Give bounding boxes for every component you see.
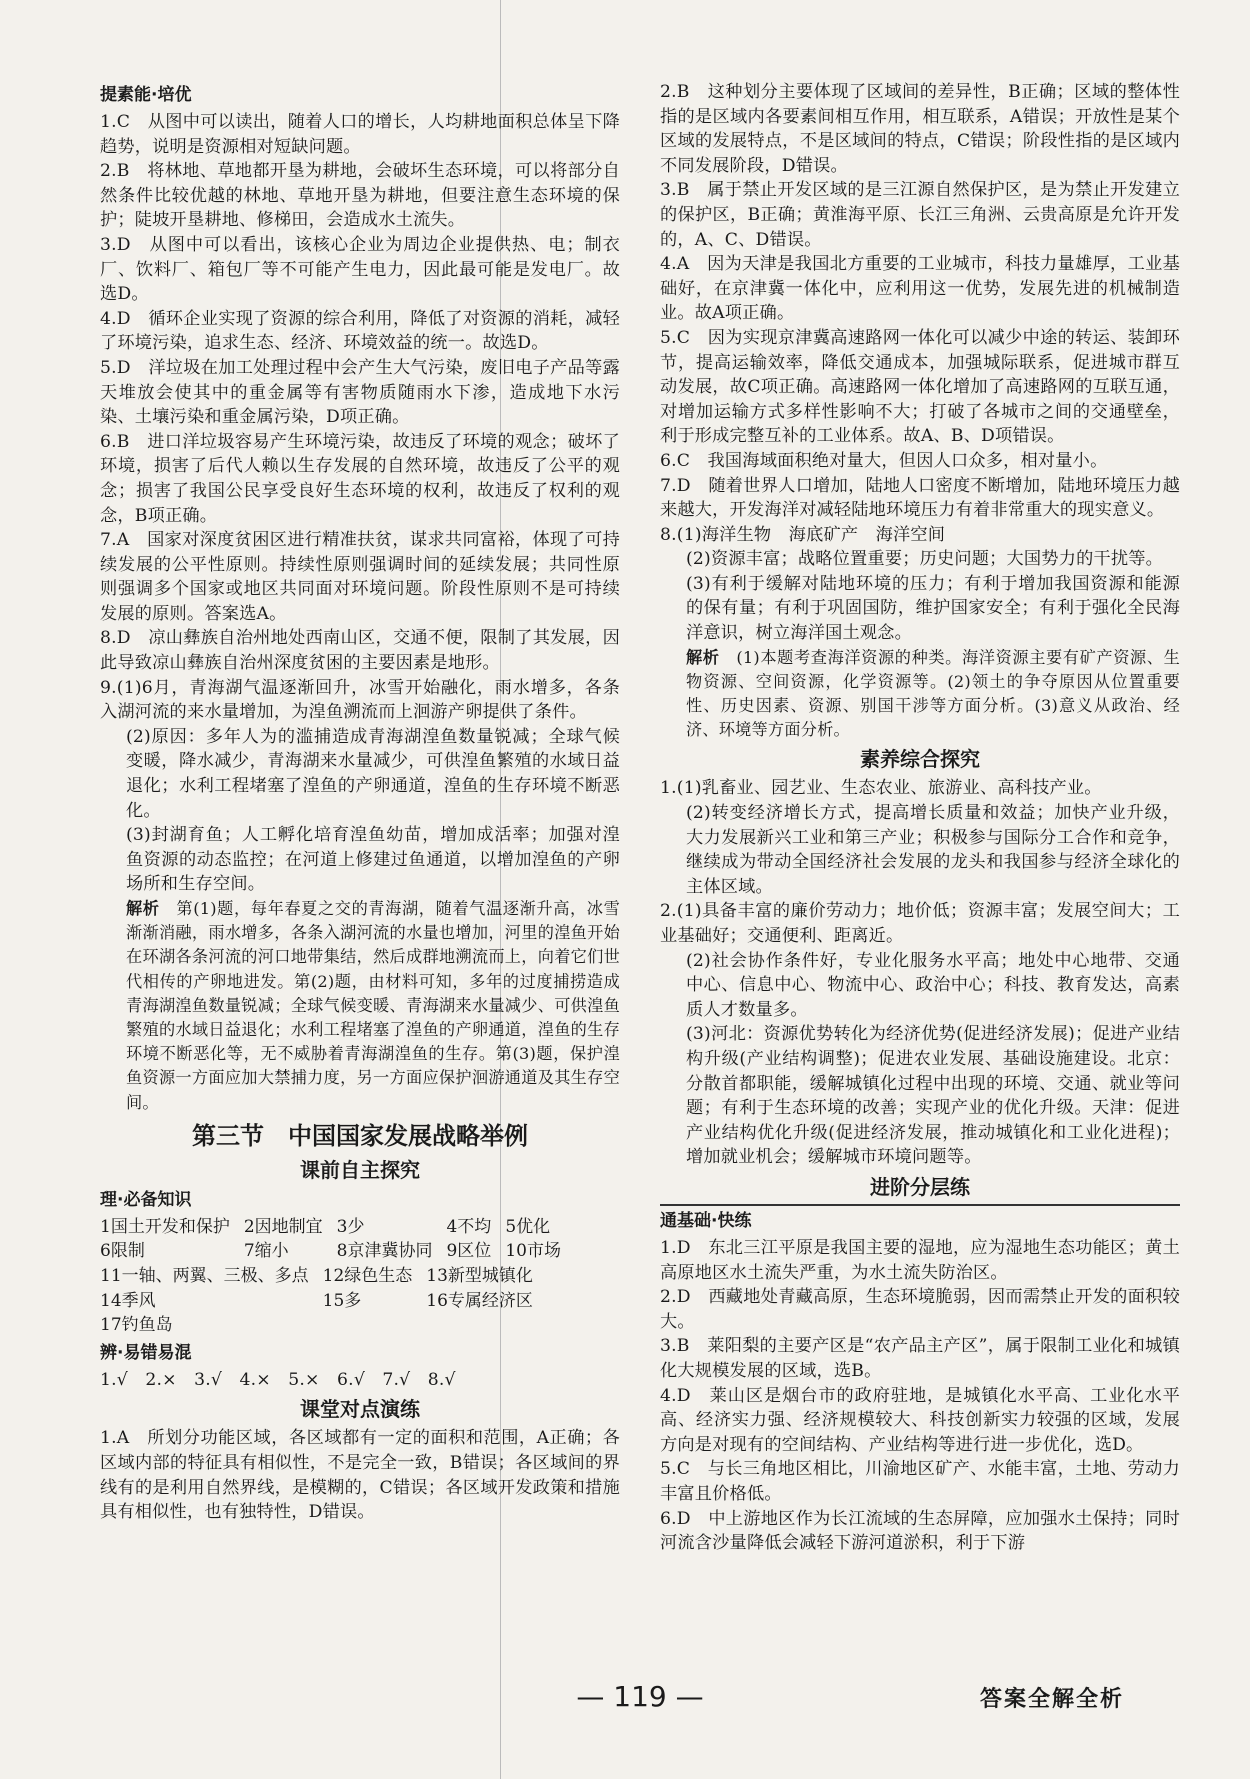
answer-item: 2.D 西藏地处青藏高原，生态环境脆弱，因而需禁止开发的面积较大。	[660, 1287, 1180, 1332]
knowledge-item: 7缩小	[243, 1241, 289, 1262]
knowledge-item: 12绿色生态	[322, 1266, 413, 1287]
knowledge-item: 5优化	[505, 1216, 551, 1237]
answer-subitem: (3)有利于缓解对陆地环境的压力；有利于增加我国资源和能源的保有量；有利于巩固国防，维护国家安全；有利于强化全民海洋意识，树立海洋国土观念。	[686, 573, 1180, 644]
answer-item: 3.B 莱阳梨的主要产区是“农产品主产区”，属于限制工业化和城镇化大规模发展的区域，选B。	[660, 1336, 1180, 1381]
right-column	[660, 80, 1180, 1556]
knowledge-grid	[100, 1215, 620, 1264]
analysis-text: 第(1)题，每年春夏之交的青海湖，随着气温逐渐升高，冰雪渐渐消融，雨水增多，各条入湖河流的水量也增加，河里的湟鱼开始在环湖各条河流的河口地带集结，然后成群地溯流而上，向着它们世代相传的产卵地进发。第(2)题，由材料可知，多年的过度捕捞造成青海湖湟鱼数量锐减；全球气候变暖、青海湖来水量减少、可供湟鱼繁殖的水域日益退化；水利工程堵塞了湟鱼的产卵通道，湟鱼的生存环境不断恶化等，无不威胁着青海湖湟鱼的生存。第(3)题，保护湟鱼资源一方面应加大禁捕力度，另一方面应保护洄游通道及其生存空间。	[126, 899, 620, 1112]
knowledge-item: 10市场	[505, 1241, 561, 1262]
analysis-paragraph	[100, 897, 620, 1115]
answer-item: 2.B 这种划分主要体现了区域间的差异性，B正确；区域的整体性指的是区域内各要素间相互作用，相互联系，A错误；开放性是某个区域的发展特点，不是区域间的特点，C错误；阶段性指的是区域内不同发展阶段，D错误。	[660, 82, 1180, 176]
answer-item: 7.D 随着世界人口增加，陆地人口密度不断增加，陆地环境压力越来越大，开发海洋对减轻陆地环境压力有着非常重大的现实意义。	[660, 475, 1180, 521]
answer-item: 3.D 从图中可以看出，该核心企业为周边企业提供热、电；制衣厂、饮料厂、箱包厂等不可能产生电力，因此最可能是发电厂。故选D。	[100, 234, 620, 305]
analysis-paragraph	[660, 646, 1180, 743]
knowledge-item: 13新型城镇化	[426, 1266, 533, 1287]
answer-item: 1.(1)乳畜业、园艺业、生态农业、旅游业、高科技产业。	[660, 778, 1102, 799]
analysis-label: 解析	[126, 899, 160, 918]
answer-subitem: (3)封湖育鱼；人工孵化培育湟鱼幼苗，增加成活率；加强对湟鱼资源的动态监控；在河道上修建过鱼通道，以增加湟鱼的产卵场所和生存空间。	[126, 825, 620, 895]
section-tag: 理·必备知识	[100, 1189, 192, 1210]
answer-item: 5.C 与长三角地区相比，川渝地区矿产、水能丰富，土地、劳动力丰富且价格低。	[660, 1459, 1180, 1504]
knowledge-item: 9区位	[446, 1241, 492, 1262]
answer-item: 4.A 因为天津是我国北方重要的工业城市，科技力量雄厚，工业基础好，在京津冀一体化中，应利用这一优势，发展先进的机械制造业。故A项正确。	[660, 254, 1180, 324]
left-column	[100, 80, 620, 1525]
knowledge-item: 4不均	[446, 1216, 492, 1237]
knowledge-item: 16专属经济区	[426, 1290, 533, 1311]
analysis-text: (1)本题考查海洋资源的种类。海洋资源主要有矿产资源、生物资源、空间资源，化学资源等。(2)领土的争夺原因从位置重要性、历史因素、资源、别国干涉等方面分析。(3)意义从政治、经济、环境等方面分析。	[686, 647, 1180, 740]
knowledge-item: 2因地制宜	[243, 1216, 323, 1237]
answer-item: 4.D 循环企业实现了资源的综合利用，降低了对资源的消耗，减轻了环境污染，追求生态、经济、环境效益的统一。故选D。	[100, 308, 620, 354]
answer-item: 6.C 我国海域面积绝对量大，但因人口众多，相对量小。	[660, 450, 1108, 471]
answer-subitem: (2)社会协作条件好，专业化服务水平高；地处中心地带、交通中心、信息中心、物流中心、政治中心；科技、教育发达，高素质人才数量多。	[686, 950, 1180, 1020]
answer-item: 1.C 从图中可以读出，随着人口的增长，人均耕地面积总体呈下降趋势，说明是资源相对短缺问题。	[100, 112, 620, 157]
answer-item: 7.A 国家对深度贫困区进行精准扶贫，谋求共同富裕，体现了可持续发展的公平性原则。持续性原则强调时间的延续发展；共同性原则强调多个国家或地区共同面对环境问题。阶段性原则不是可持续发展的原则。答案选A。	[100, 530, 620, 624]
answer-item: 1.A 所划分功能区域，各区域都有一定的面积和范围，A正确；各区域内部的特征具有相似性，不是完全一致，B错误；各区域间的界线有的是利用自然界线，是模糊的，C错误；各区域开发政策和措施具有相似性，也有独特性，D错误。	[100, 1428, 620, 1523]
knowledge-item: 15多	[322, 1290, 362, 1311]
knowledge-item: 6限制	[100, 1241, 145, 1262]
analysis-label: 解析	[686, 647, 720, 667]
knowledge-item: 11一轴、两翼、三极、多点	[100, 1266, 309, 1287]
answer-item: 8.(1)海洋生物 海底矿产 海洋空间	[660, 524, 946, 545]
answer-item: 3.B 属于禁止开发区域的是三江源自然保护区，是为禁止开发建立的保护区，B正确；黄淮海平原、长江三角洲、云贵高原是允许开发的，A、C、D错误。	[660, 180, 1180, 250]
answer-item: 4.D 莱山区是烟台市的政府驻地，是城镇化水平高、工业化水平高、经济实力强、经济规模较大、科技创新实力较强的区域，发展方向是对现有的空间结构、产业结构等进行进一步优化，选D。	[660, 1385, 1180, 1455]
answer-item: 6.D 中上游地区作为长江流域的生态屏障，应加强水土保持；同时河流含沙量降低会减轻下游河道淤积，利于下游	[660, 1508, 1180, 1554]
answer-item: 5.C 因为实现京津冀高速路网一体化可以减少中途的转运、装卸环节，提高运输效率，降低交通成本，加强城际联系，促进城市群互动发展，故C项正确。高速路网一体化增加了高速路网的互联互通，对增加运输方式多样性影响不大；打破了各城市之间的交通壁垒，利于形成完整互补的工业体系。故A、B、D项错误。	[660, 327, 1180, 447]
knowledge-item: 3少	[336, 1216, 365, 1237]
answer-item: 8.D 凉山彝族自治州地处西南山区，交通不便，限制了其发展，因此导致凉山彝族自治州深度贫困的主要因素是地形。	[100, 628, 620, 674]
section-tag: 通基础·快练	[660, 1204, 1180, 1234]
subsection-title: 进阶分层练	[870, 1174, 970, 1199]
answer-item: 6.B 进口洋垃圾容易产生环境污染，故违反了环境的观念；破坏了环境，损害了后代人赖以生存发展的自然环境，故违反了公平的观念；损害了我国公民享受良好生态环境的权利，故违反了权利的观念，B项正确。	[100, 431, 620, 526]
section-tag: 提素能·培优	[100, 85, 192, 105]
answer-item: 1.D 东北三江平原是我国主要的湿地，应为湿地生态功能区；黄土高原地区水土流失严重，为水土流失防治区。	[660, 1237, 1180, 1283]
judge-answers: 1.√ 2.× 3.√ 4.× 5.× 6.√ 7.√ 8.√	[100, 1369, 456, 1390]
section-tag: 辨·易错易混	[100, 1342, 192, 1363]
answer-subitem: (3)河北：资源优势转化为经济优势(促进经济发展)；促进产业结构升级(产业结构调整)；促进农业发展、基础设施建设。北京：分散首都职能，缓解城镇化过程中出现的环境、交通、就业等问题；有利于生态环境的改善；实现产业的优化升级。天津：促进产业结构优化升级(促进经济发展，推动城镇化和工业化进程)；增加就业机会；缓解城市环境问题等。	[686, 1024, 1180, 1168]
answer-item: 2.(1)具备丰富的廉价劳动力；地价低；资源丰富；发展空间大；工业基础好；交通便利、距离近。	[660, 901, 1180, 947]
footer-brand: 答案全解全析	[980, 1687, 1125, 1712]
subsection-title: 课堂对点演练	[300, 1397, 420, 1422]
answer-subitem: (2)资源丰富；战略位置重要；历史问题；大国势力的干扰等。	[686, 549, 1164, 570]
answer-subitem: (2)转变经济增长方式，提高增长质量和效益；加快产业升级，大力发展新兴工业和第三产业；积极参与国际分工合作和竞争，继续成为带动全国经济社会发展的龙头和我国参与经济全球化的主体区域。	[686, 803, 1180, 897]
section-title: 第三节 中国国家发展战略举例	[192, 1121, 528, 1150]
answer-item: 5.D 洋垃圾在加工处理过程中会产生大气污染，废旧电子产品等露天堆放会使其中的重金属等有害物质随雨水下渗，造成地下水污染、土壤污染和重金属污染，D项正确。	[100, 357, 620, 428]
answer-item: 9.(1)6月，青海湖气温逐渐回升，冰雪开始融化，雨水增多，各条入湖河流的来水量增加，为湟鱼溯流而上洄游产卵提供了条件。	[100, 677, 620, 723]
knowledge-item: 14季风	[100, 1290, 156, 1311]
answer-subitem: (2)原因：多年人为的滥捕造成青海湖湟鱼数量锐减；全球气候变暖，降水减少，青海湖来水量减少，可供湟鱼繁殖的水域日益退化；水利工程堵塞了湟鱼的产卵通道，湟鱼的生存环境不断恶化。	[126, 726, 620, 821]
subsection-title: 素养综合探究	[860, 747, 980, 772]
knowledge-item: 8京津冀协同	[336, 1241, 433, 1262]
subsection-title: 课前自主探究	[300, 1157, 420, 1182]
knowledge-item: 1国土开发和保护	[100, 1216, 230, 1237]
answer-item: 2.B 将林地、草地都开垦为耕地，会破坏生态环境，可以将部分自然条件比较优越的林地、草地开垦为耕地，但要注意生态环境的保护；陡坡开垦耕地、修梯田，会造成水土流失。	[100, 161, 620, 231]
knowledge-grid	[100, 1264, 620, 1338]
knowledge-item: 17钓鱼岛	[100, 1315, 173, 1336]
page-number: — 119 —	[576, 1680, 704, 1713]
